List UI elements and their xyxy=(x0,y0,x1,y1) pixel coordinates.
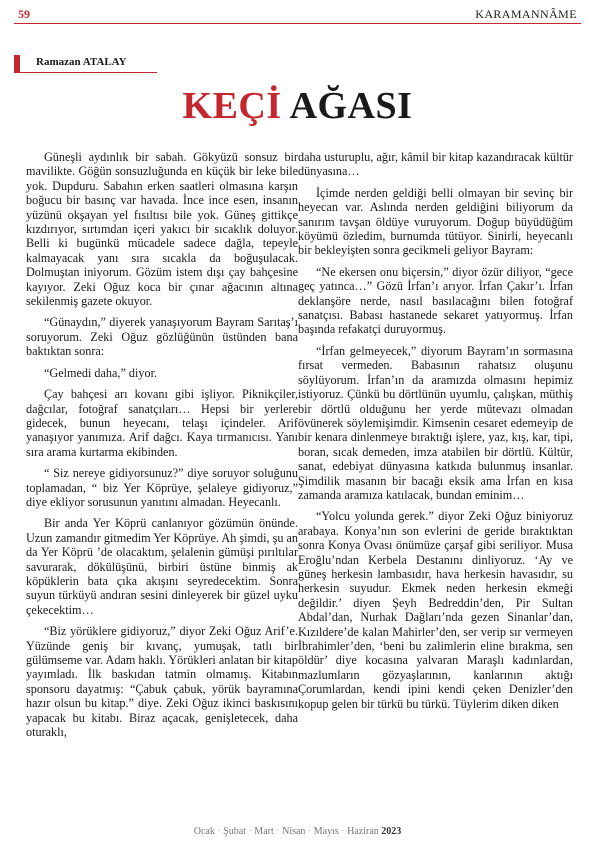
paragraph: “Gelmedi daha,” diyor. xyxy=(44,365,158,380)
title-word-dark: AĞASI xyxy=(289,85,413,127)
month-ocak: Ocak xyxy=(193,826,215,837)
separator: · xyxy=(248,826,252,837)
paragraph: “Günaydın,” diyerek yanaşıyorum Bayram Sarıtaş’ı soruyorum. Zeki Oğuz gözlüğünün üstünden bana baktıktan sonra: xyxy=(26,315,298,359)
author-name: Ramazan ATALAY xyxy=(36,56,127,68)
paragraph: İçimde nerden geldiği belli olmayan bir sevinç bir heyecan var. Aslında nerden geldiğini biliyorum da sanırım tavşan öldüye vuruyorum. Doğup büyüdüğüm köyümü özledim, burnumda tütüyor. Sinirli, heyecanlı bir bekleyişten sonra gecikmeli geliyor Bayram: xyxy=(298,185,573,258)
left-column xyxy=(26,150,298,746)
right-column xyxy=(298,150,573,718)
title-word-red: KEÇİ xyxy=(182,85,282,127)
month-subat: Şubat xyxy=(223,826,246,837)
author-bar xyxy=(14,55,157,73)
separator: · xyxy=(217,826,221,837)
paragraph: “Biz yörüklere gidiyoruz,” diyor Zeki Oğuz Arif’e. Yüzünde geniş bir kıvanç, yumuşak, tatlı bir gülümseme var. Adam haklı. Yörükleri anlatan bir kitap yayımladı. İlk baskıdan tatmin olmamış. Kitabın sponsoru dayatmış: “Çabuk çabuk, yörük bayramına hazır olsun bu kitap.” diye. Zeki Oğuz ikinci baskısını yapacak bu kitabı. Biraz açacak, genişletecek, daha oturaklı, xyxy=(26,624,299,740)
paragraph: Bir anda Yer Köprü canlanıyor gözümün önünde. Uzun zamandır gitmedim Yer Köprüye. Ah şimdi, şu an da Yer Köprü ’de olacaktım, şelalenin gümüşi pırıltılar savurarak, dökülüşünü, birbiri üstüne binmiş ak köpüklerin bata çıka akışını seyredecektim. Sonra suyun türküyü andıran sesini dinleyerek bir güzel uyku çekecektim… xyxy=(26,516,298,617)
page-number: 59 xyxy=(18,7,30,21)
paragraph: “Yolcu yolunda gerek.” diyor Zeki Oğuz biniyoruz arabaya. Konya’nın son evlerini de geride bıraktıktan sonra Konya Ovası önümüze çarşaf gibi seriliyor. Musa Eroğlu’ndan Kerbela Destanını dinliyoruz. ‘Ay ve güneş herkesin lambasıdır, hava herkesin havasıdır, su herkesin suyudur. Ekmek neden herkesin ekmeği değildir.’ diyen Şeyh Bedreddin’den, Pir Sultan Abdal’dan, Nurhak Dağları’nda gezen Sinanlar’dan, Kızıldere’de kalan Mahirler’den, ser verip sır vermeyen İbrahimler’den, ‘beni bu zalimlerin eline bırakma, sen öldür’ diye kocasına yalvaran Maraşlı kadınlardan, mazlumların gözyaşlarının, kanlarının aktığı Çorumlardan, kendi ipini kendi çeken Denizler’den kopup gelen bir türkü bu türkü. Tüylerim diken diken xyxy=(298,509,573,711)
separator: · xyxy=(276,826,280,837)
month-haziran: Haziran xyxy=(347,826,379,837)
month-mayis: Mayıs xyxy=(313,826,339,837)
paragraph: “İrfan gelmeyecek,” diyorum Bayram’ın sormasına fırsat vermeden. Babasının rahatsız oluşunu söylüyorum. İrfan’ın da aramızda olmasını hepimiz istiyoruz. Çünkü bu dörtlünün uyumlu, çalışkan, müthiş bir dörtlü olduğunu her yerde mütevazı olmadan övünerek söylemişimdir. Kimsenin cesaret edemeyip de bir kenara dinlenmeye bıraktığı işlere, yaz, kış, kar, tipi, boran, sıcak demeden, imza atabilen bir dörtlü. Kültür, sanat, edebiyat dünyasına katkıda bulunmuş insanlar. Şimdilik masanın bir bacağı eksik ama İrfan en kısa zamanda aramıza katılacak, bundan eminim… xyxy=(298,343,573,502)
paragraph: “Ne ekersen onu biçersin,” diyor özür diliyor, “gece geç yatınca…” Gözü İrfan’ı arıyor. İrfan Çakır’ı. İrfan deklanşöre nerde, nasıl basılacağını bilen fotoğraf sanatçısı. Babası hastanede sekaret yatıyormuş. İrfan başında refakatçi duruyormuş. xyxy=(298,264,573,337)
article-title xyxy=(0,86,595,126)
paragraph: daha usturuplu, ağır, kâmil bir kitap kazandıracak kültür dünyasına… xyxy=(298,150,573,179)
issue-year: 2023 xyxy=(381,826,402,837)
separator: · xyxy=(341,826,345,837)
paragraph: “ Siz nereye gidiyorsunuz?” diye soruyor soluğunu toplamadan, “ biz Yer Köprüye, şelaleye gidiyoruz,” diye ekliyor sorusunun yanıtını almadan. Heyecanlı. xyxy=(26,466,298,509)
header-rule xyxy=(14,23,581,24)
month-mart: Mart xyxy=(254,826,274,837)
paragraph: Çay bahçesi arı kovanı gibi işliyor. Piknikçiler, dağcılar, fotoğraf sanatçıları… Hepsi bir yerlere gidecek, bunun heyecanı, telaşı içindeler. Arif yanaşıyor yanımıza. Arif dağcı. Kaya tırmanıcısı. Yanı sıra arama kurtarma ekibinden. xyxy=(26,387,298,459)
author-accent-mark xyxy=(14,55,20,72)
paragraph: Güneşli aydınlık bir sabah. Gökyüzü sonsuz bir mavilikte. Göğün sonsuzluğunda en küçük bir leke bile yok. Dupduru. Sabahın erken saatleri olmasına karşın boğucu bir basınç var havada. İnce ince esen, insanın yüzünü okşayan yel fısıltısı bile yok. Güneş gittikçe kızdırıyor, sırtımdan içeri yakıcı bir sıcaklık doluyor. Belli ki bugünkü mücadele sadece dağla, tepeyle kalmayacak yanı sıra sıcakla da boğuşulacak. Dolmuştan iniyorum. Gözüm istem dışı çay bahçesine kayıyor. Zeki Oğuz koca bir çınar ağacının altına sekilenmiş gazete okuyor. xyxy=(26,150,298,309)
separator: · xyxy=(307,826,312,837)
magazine-name: KARAMANNÂME xyxy=(475,7,577,21)
issue-footer xyxy=(0,826,595,837)
month-nisan: Nisan xyxy=(282,826,306,837)
